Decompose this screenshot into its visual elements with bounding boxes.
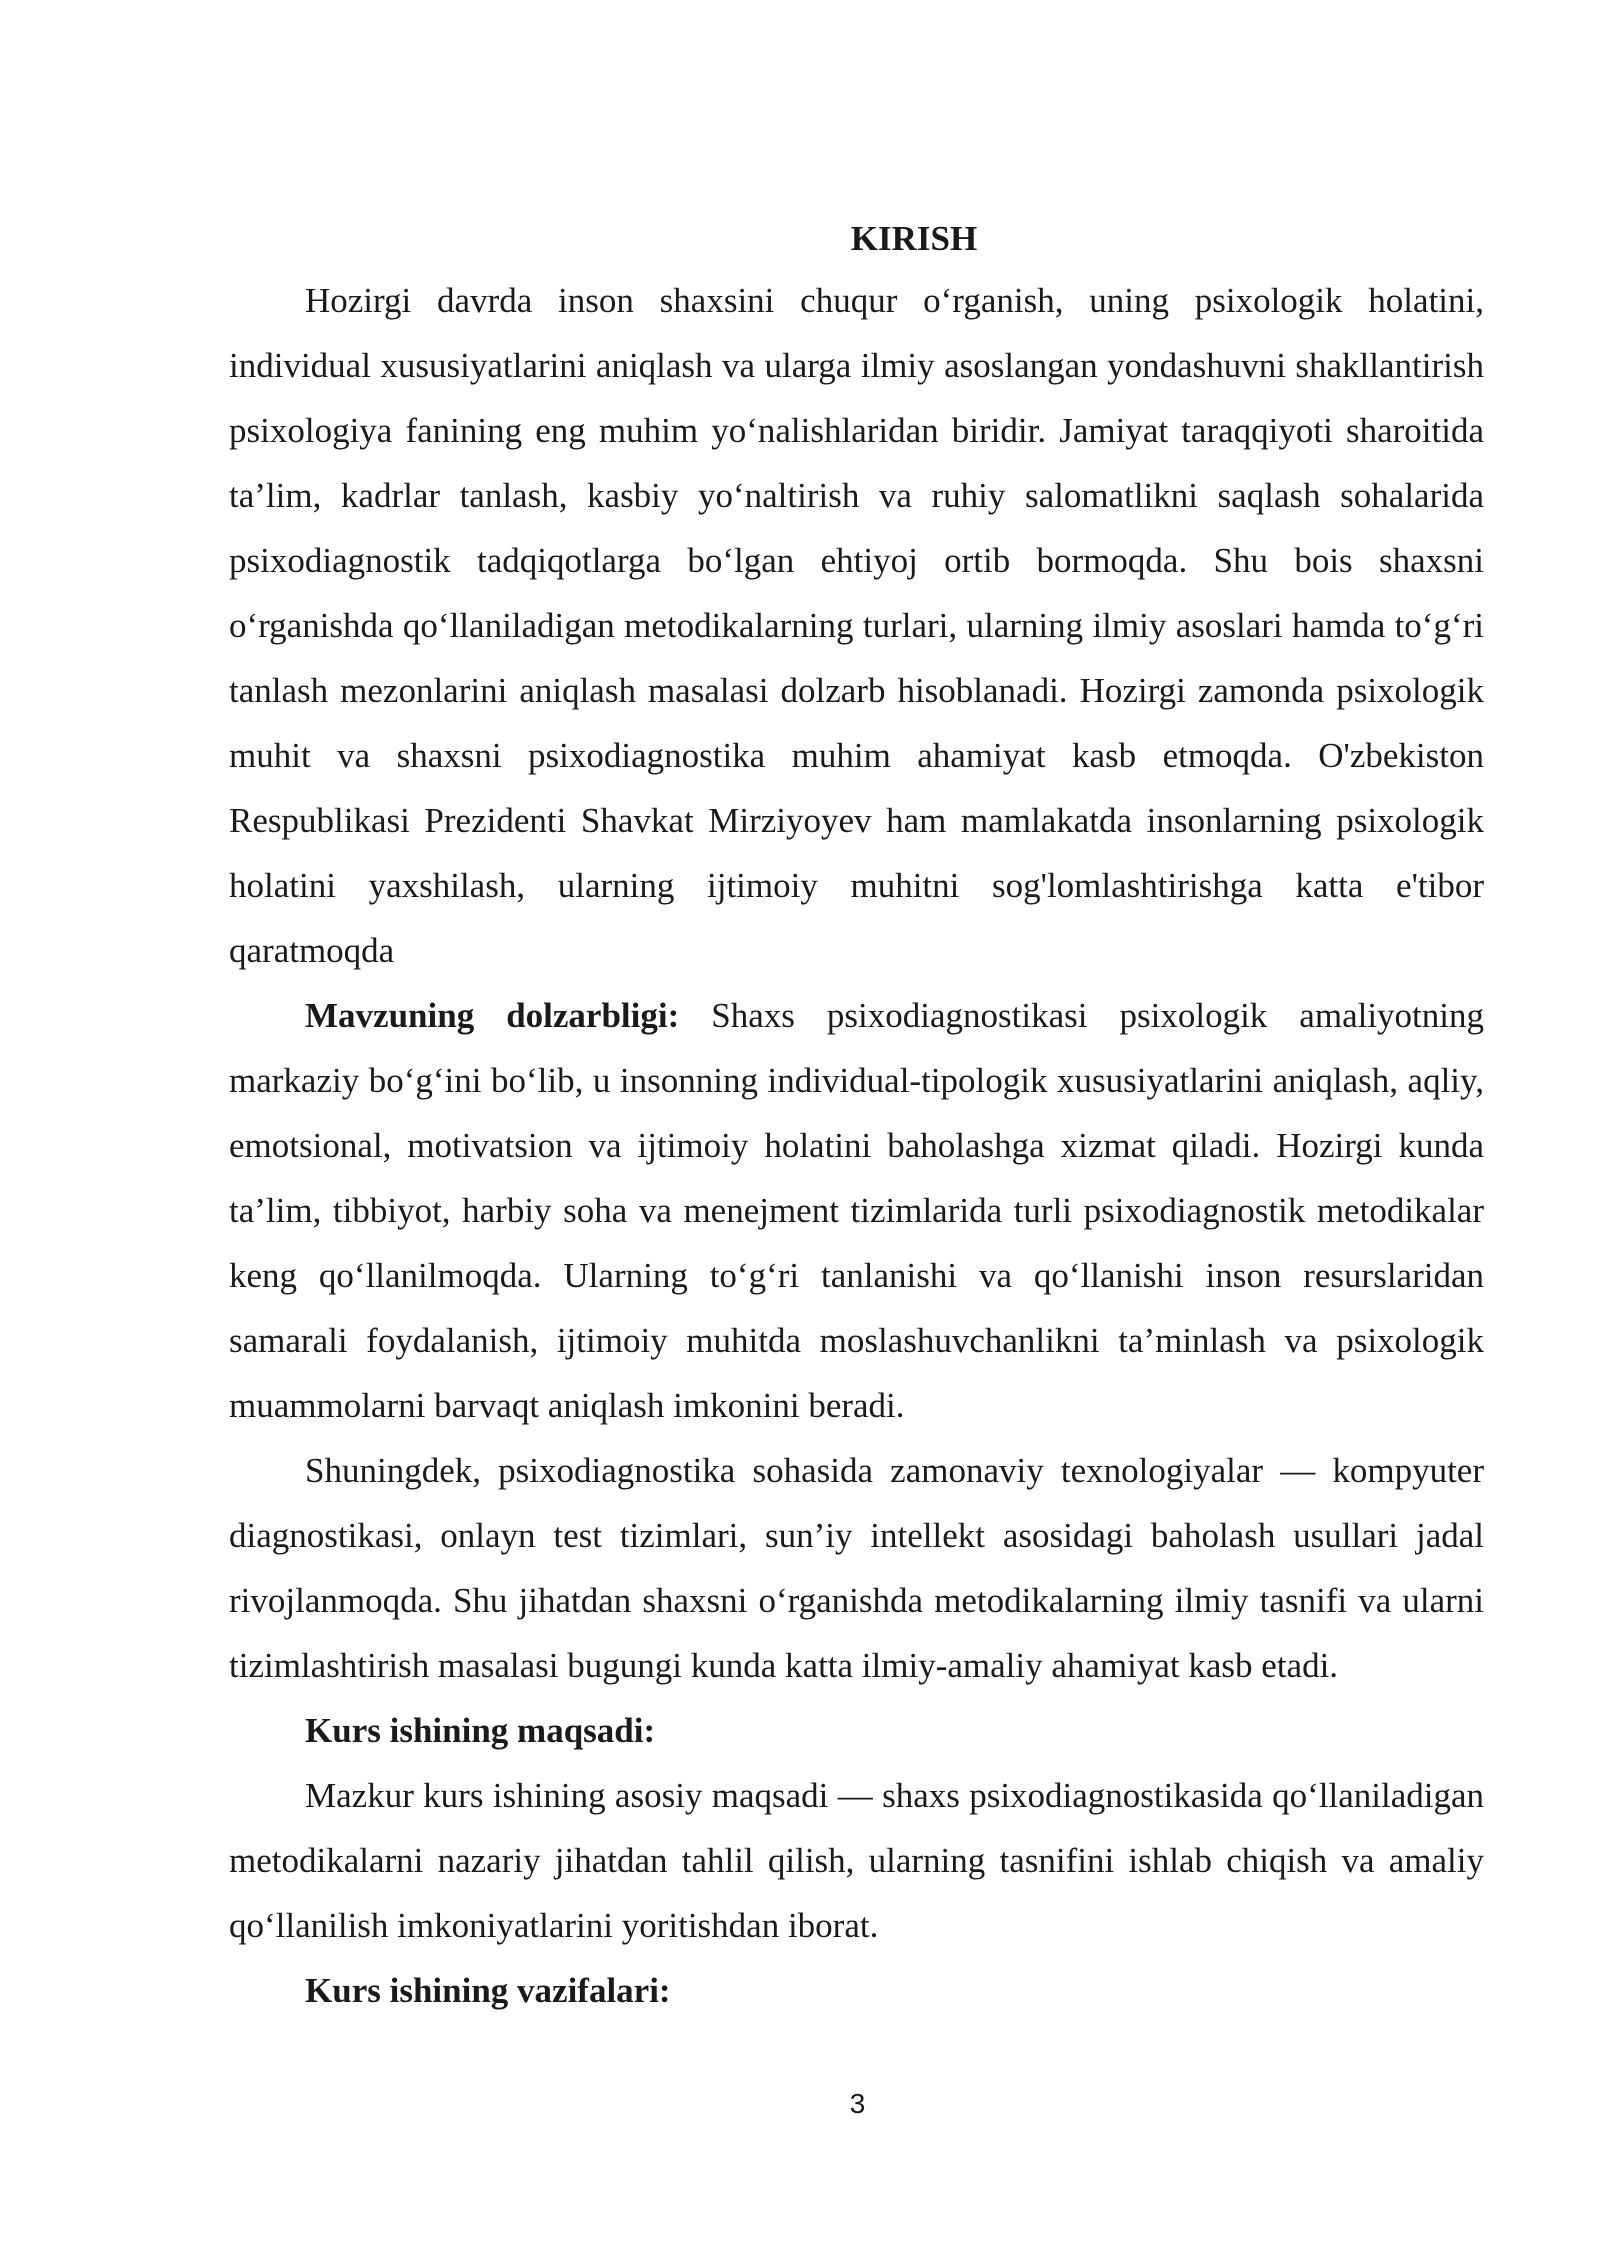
page-title: KIRISH	[850, 219, 978, 258]
page-number: 3	[849, 2088, 866, 2119]
goal-paragraph: Mazkur kurs ishining asosiy maqsadi — shaxs psixodiagnostikasida qo‘llaniladigan metodikalarni nazariy jihatdan tahlil qilish, ularning tasnifini ishlab chiqish va amaliy qo‘llanilish imkoniyatlarini yoritishdan iborat.	[229, 1776, 1484, 1945]
technologies-paragraph: Shuningdek, psixodiagnostika sohasida zamonaviy texnologiyalar — kompyuter diagnostikasi, onlayn test tizimlari, sun’iy intellekt asosidagi baholash usullari jadal rivojlanmoqda. Shu jihatdan shaxsni o‘rganishda metodikalarning ilmiy tasnifi va ularni tizimlashtirish masalasi bugungi kunda katta ilmiy-amaliy ahamiyat kasb etadi.	[229, 1451, 1484, 1685]
relevance-text: Shaxs psixodiagnostikasi psixologik amaliyotning markaziy bo‘g‘ini bo‘lib, u insonning individual-tipologik xususiyatlarini aniqlash, aqliy, emotsional, motivatsion va ijtimoiy holatini baholashga xizmat qiladi. Hozirgi kunda ta’lim, tibbiyot, harbiy soha va menejment tizimlarida turli psixodiagnostik metodikalar keng qo‘llanilmoqda. Ularning to‘g‘ri tanlanishi va qo‘llanishi inson resurslaridan samarali foydalanish, ijtimoiy muhitda moslashuvchanlikni ta’minlash va psixologik muammolarni barvaqt aniqlash imkonini beradi.	[229, 996, 1484, 1425]
goal-heading: Kurs ishining maqsadi:	[305, 1711, 656, 1750]
relevance-label: Mavzuning dolzarbligi:	[305, 996, 680, 1035]
intro-paragraph: Hozirgi davrda inson shaxsini chuqur o‘rganish, uning psixologik holatini, individual xususiyatlarini aniqlash va ularga ilmiy asoslangan yondashuvni shakllantirish psixologiya fanining eng muhim yo‘nalishlaridan biridir. Jamiyat taraqqiyoti sharoitida ta’lim, kadrlar tanlash, kasbiy yo‘naltirish va ruhiy salomatlikni saqlash sohalarida psixodiagnostik tadqiqotlarga bo‘lgan ehtiyoj ortib bormoqda. Shu bois shaxsni o‘rganishda qo‘llaniladigan metodikalarning turlari, ularning ilmiy asoslari hamda to‘g‘ri tanlash mezonlarini aniqlash masalasi dolzarb hisoblanadi. Hozirgi zamonda psixologik muhit va shaxsni psixodiagnostika muhim ahamiyat kasb etmoqda. O'zbekiston Respublikasi Prezidenti Shavkat Mirziyoyev ham mamlakatda insonlarning psixologik holatini yaxshilash, ularning ijtimoiy muhitni sog'lomlashtirishga katta e'tibor qaratmoqda	[229, 281, 1484, 970]
document-page	[229, 210, 1484, 2023]
relevance-paragraph	[229, 983, 1484, 1438]
tasks-heading: Kurs ishining vazifalari:	[305, 1971, 671, 2010]
